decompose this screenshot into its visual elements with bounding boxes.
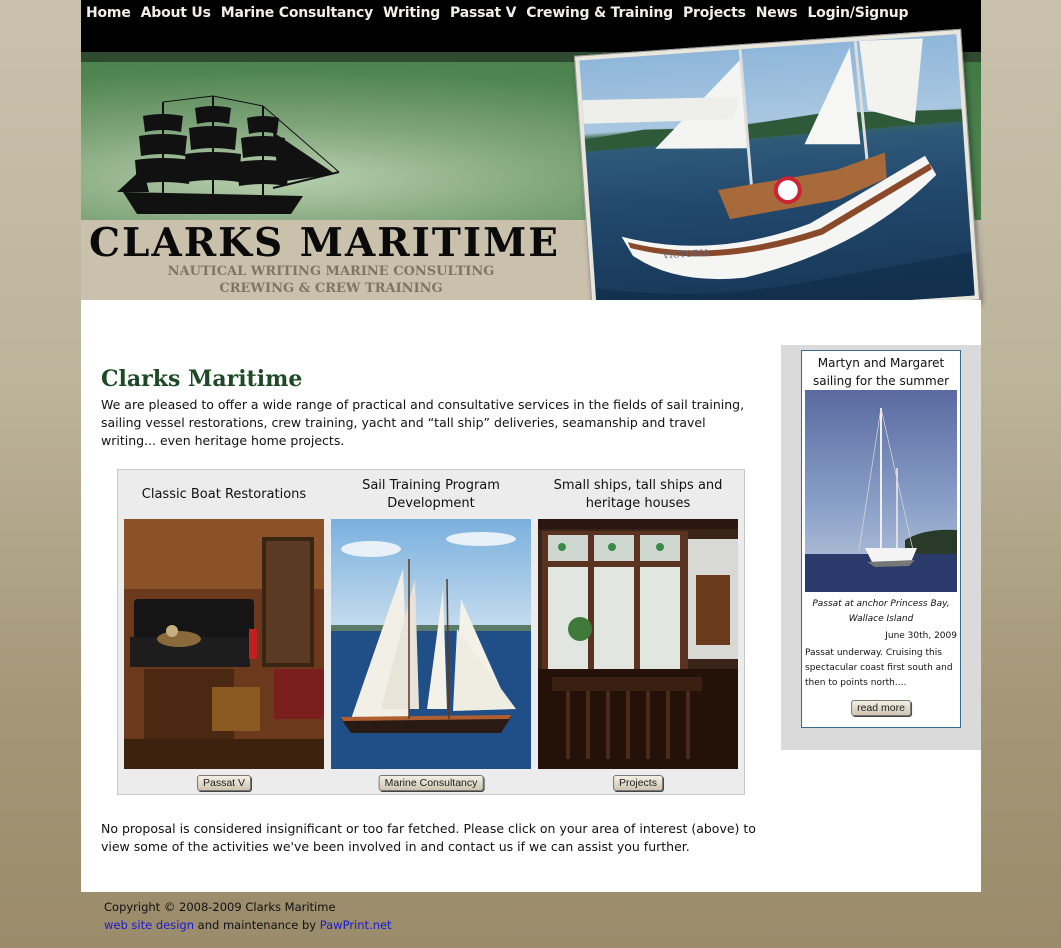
heritage-house-photo[interactable] xyxy=(538,519,738,769)
page-title: Clarks Maritime xyxy=(101,366,303,392)
credits-line xyxy=(104,916,392,934)
nav-crewing-training[interactable]: Crewing & Training xyxy=(526,5,673,21)
read-more-button[interactable]: read more xyxy=(851,700,911,716)
boat-interior-image xyxy=(124,519,324,769)
closing-paragraph: No proposal is considered insignificant or too far fetched. Please click on your area of interest (above) to view some of the activities we've been involved in and contact us if we can assist you further. xyxy=(101,821,756,854)
nav-home[interactable]: Home xyxy=(86,5,131,21)
page-wrapper xyxy=(81,0,981,854)
intro-paragraph: We are pleased to offer a wide range of practical and consultative services in the fields of sail training, sailing vessel restorations, crew training, yacht and “tall ship” deliveries, seamanship and travel writing... even heritage home projects. xyxy=(101,397,745,448)
feature-panel xyxy=(117,469,745,795)
news-box xyxy=(801,350,961,728)
feature-title: Classic Boat Restorations xyxy=(141,487,307,502)
nav-passat-v[interactable]: Passat V xyxy=(450,5,517,21)
content-column xyxy=(101,366,761,450)
nav-news[interactable]: News xyxy=(755,5,798,21)
feature-title: Sail Training Program Development xyxy=(362,478,500,511)
boat-name-label: VICTORIA xyxy=(662,248,710,262)
heritage-house-image xyxy=(538,519,738,769)
sidebar xyxy=(781,345,981,750)
site-footer xyxy=(104,898,392,934)
nav-about-us[interactable]: About Us xyxy=(140,5,211,21)
nav-projects[interactable]: Projects xyxy=(682,5,746,21)
nav-marine-consultancy[interactable]: Marine Consultancy xyxy=(220,5,374,21)
feature-heritage-houses xyxy=(538,470,738,789)
logo-subtitle-line1: NAUTICAL WRITING MARINE CONSULTING xyxy=(167,264,495,279)
pawprint-link[interactable]: PawPrint.net xyxy=(319,918,392,932)
sailboat-photo-image xyxy=(579,34,974,322)
news-photo-caption: Passat at anchor Princess Bay, Wallace Island xyxy=(812,599,950,624)
logo-subtitle-line2: CREWING & CREW TRAINING xyxy=(219,281,443,296)
schooner-photo[interactable] xyxy=(331,519,531,769)
logo-subtitle xyxy=(161,263,501,297)
main-content-area xyxy=(81,300,981,892)
site-header xyxy=(81,52,981,300)
schooner-image xyxy=(331,519,531,769)
boat-interior-photo[interactable] xyxy=(124,519,324,769)
feature-sail-training xyxy=(331,470,531,789)
news-photo[interactable] xyxy=(805,390,957,592)
logo-title: CLARKS MARITIME xyxy=(89,220,561,266)
news-date: June 30th, 2009 xyxy=(885,631,957,641)
sailboat-photo xyxy=(579,34,974,322)
nav-login-signup[interactable]: Login/Signup xyxy=(807,5,909,21)
feature-classic-boat-restorations xyxy=(124,470,324,789)
news-title: Martyn and Margaret sailing for the summer xyxy=(812,356,950,388)
news-excerpt: Passat underway. Cruising this spectacular coast first south and then to points north.... xyxy=(805,648,953,688)
passat-v-button[interactable]: Passat V xyxy=(197,775,251,791)
credits-middle-text: and maintenance by xyxy=(194,918,320,932)
copyright-text: Copyright © 2008-2009 Clarks Maritime xyxy=(104,900,336,914)
header-photo-frame xyxy=(574,29,980,327)
feature-title: Small ships, tall ships and heritage houses xyxy=(553,478,723,511)
sloop-at-anchor-image xyxy=(805,390,957,592)
marine-consultancy-button[interactable]: Marine Consultancy xyxy=(379,775,484,791)
projects-button[interactable]: Projects xyxy=(613,775,663,791)
tall-ship-logo-icon xyxy=(103,92,343,224)
web-site-design-link[interactable]: web site design xyxy=(104,918,195,932)
nav-writing[interactable]: Writing xyxy=(383,5,441,21)
